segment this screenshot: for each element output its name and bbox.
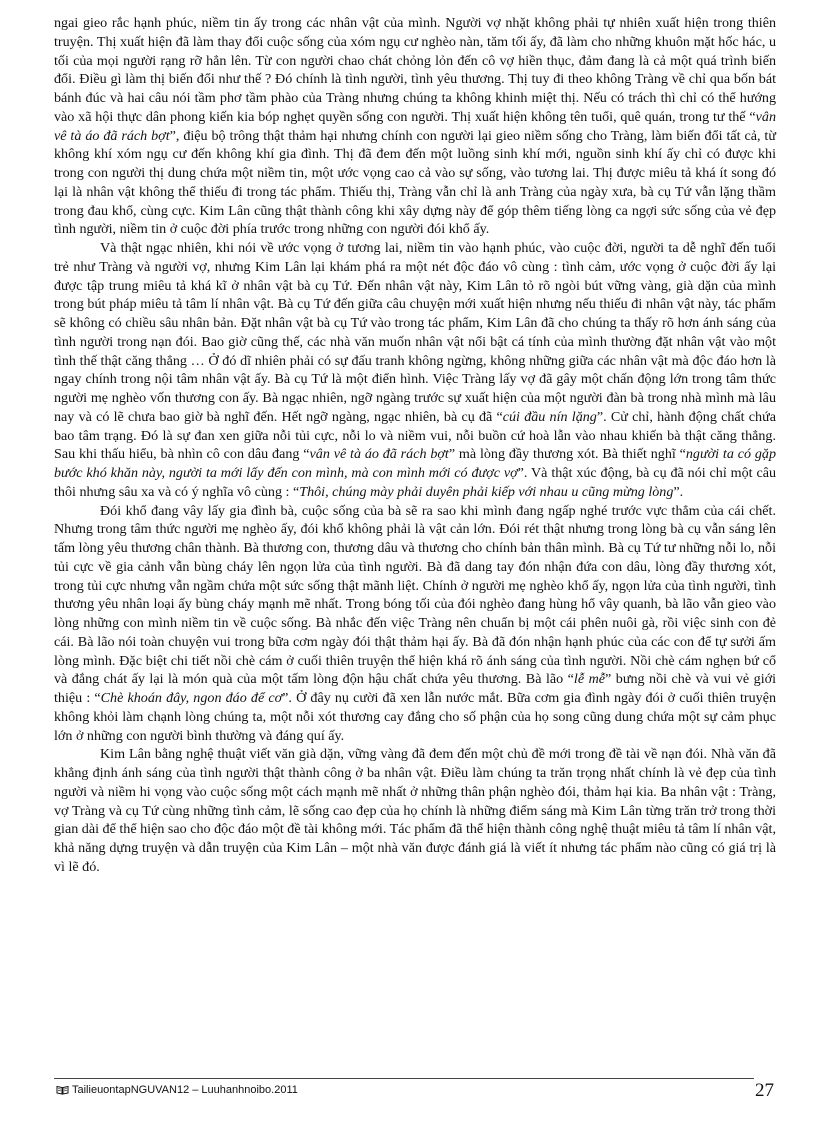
text-segment: ” bưng nồi chè và vui vẻ giới thiệu : “: [54, 671, 777, 706]
document-body: [54, 14, 776, 877]
footer-text: TailieuontapNGUVAN12 – Luuhanhnoibo.2011: [72, 1084, 298, 1096]
quote-segment: Chè khoán đây, ngon đáo để cơ: [100, 690, 283, 706]
paragraph-4: [54, 745, 776, 876]
quote-segment: người ta có gặp bước khó khăn này, người ta mới lấy đến con mình, mà con mình mới có được vợ: [54, 446, 776, 481]
text-segment: Kim Lân bằng nghệ thuật viết văn già dặn, vững vàng đã đem đến một chủ đề mới trong đề tài về nạn đói. Nhà văn đã khẳng định ánh sáng của tình người thật thành công ở ba nhân vật. Điều làm chúng ta trăn trọng nhất chính là vẻ đẹp của tình người và niềm hi vọng vào cuộc sống một cách mạnh mẽ nhất ở những thân phận nghèo đói, thảm hại kia. Ba nhân vật : Tràng, vợ Tràng và cụ Tứ cùng những tình cảm, lẽ sống cao đẹp của họ chính là những điểm sáng mà Kim Lân từng trăn trở trong thời gian dài để thể hiện sao cho độc đáo một đề tài không mới. Tác phẩm đã thể hiện thành công nghệ thuật miêu tả tâm lí nhân vật, khả năng dựng truyện và dẫn truyện của Kim Lân – một nhà văn được đánh giá là viết ít nhưng tác phẩm nào cũng có giá trị là vì lẽ đó.: [54, 746, 776, 875]
quote-segment: vân vê tà áo đã rách bợt: [309, 446, 449, 463]
quote-segment: lễ mễ: [573, 671, 606, 688]
text-segment: ”. Ở đây nụ cười đã xen lẫn nước mắt. Bữa cơm gia đình ngày đói ở cuối thiên truyện không khỏi làm chạnh lòng chúng ta, một nỗi xót thương cay đắng cho số phận của họ song cũng dung chứa một sự cảm phục lớn ở những con người bình thường và đáng quí ấy.: [54, 690, 776, 744]
footer-source: [56, 1084, 298, 1096]
text-segment: ”. Cử chỉ, hành động chất chứa bao tâm trạng. Đó là sự đan xen giữa nỗi tủi cực, nỗi lo và niềm vui, nỗi buồn cứ hoà lẫn vào nhau khiến bà thật căng thẳng. Sau khi thấu hiểu, bà nhìn cô con dâu đang “: [54, 408, 776, 463]
text-segment: ”.: [673, 483, 684, 500]
quote-segment: cúi đầu nín lặng: [502, 408, 597, 425]
footer-divider: [54, 1078, 754, 1079]
paragraph-1: [54, 14, 776, 239]
text-segment: ngai gieo rắc hạnh phúc, niềm tin ấy trong các nhân vật của mình. Người vợ nhặt không phải tự nhiên xuất hiện trong thiên truyện. Thị xuất hiện đã làm thay đổi cuộc sống của xóm ngụ cư nghèo nàn, tăm tối ấy, đã làm cho những khuôn mặt hốc hác, u tối của mọi người rạng rỡ hẳn lên. Từ con người chao chát chỏng lỏn đến cô vợ hiền thục, đảm đang là cả một quá trình biến đổi. Điều gì làm thị biến đổi như thế ? Đó chính là tình người, tình yêu thương. Thị tuy đi theo không Tràng về chỉ qua bốn bát bánh đúc và hai câu nói tầm phơ tầm phào của Tràng nhưng chúng ta không khinh miệt thị. Nếu có trách thì chỉ có thể hướng vào xã hội thực dân phong kiến kia bóp nghẹt quyền sống con người. Thị xuất hiện không tên tuổi, quê quán, trong tư thế “: [54, 15, 776, 125]
text-segment: Và thật ngạc nhiên, khi nói về ước vọng ở tương lai, niềm tin vào hạnh phúc, vào cuộc đời, người ta dễ nghĩ đến tuổi trẻ như Tràng và người vợ, nhưng Kim Lân lại khám phá ra một nét độc đáo vô cùng : tình cảm, ước vọng ở cuộc đời ấy lại được tập trung miêu tả khá kĩ ở nhân vật bà cụ Tứ. Đến nhân vật này, Kim Lân tỏ rõ ngòi bút vững vàng, già dặn của mình trong bút pháp miêu tả tâm lí nhân vật. Bà cụ Tứ đến giữa câu chuyện mới xuất hiện nhưng nếu thiếu đi nhân vật này, tác phẩm sẽ không có chiều sâu nhân bản. Đặt nhân vật bà cụ Tứ vào trong tác phẩm, Kim Lân đã cho chúng ta thấy rõ hơn ánh sáng của tình người trong nạn đói. Bao giờ cũng thế, các nhà văn muốn nhân vật nổi bật cá tính của mình thường đặt nhân vật vào một tình thế thật căng thẳng … Ở đó dĩ nhiên phải có sự đấu tranh không ngừng, không những giữa các nhân vật mà độc đáo hơn là ngay chính trong nội tâm nhân vật ấy. Bà cụ Tứ là một điển hình. Việc Tràng lấy vợ đã gây một chấn động lớn trong tâm thức người mẹ nghèo vốn thương con ấy. Bà ngạc nhiên, ngỡ ngàng trước sự xuất hiện của một người đàn bà trong nhà mình mà lâu nay và có lẽ chưa bao giờ bà nghĩ đến. Hết ngỡ ngàng, ngạc nhiên, bà cụ đã “: [54, 240, 776, 425]
text-segment: ” mà lòng đầy thương xót. Bà thiết nghĩ “: [448, 446, 686, 463]
paragraph-2: [54, 239, 776, 502]
quote-segment: vân vê tà áo đã rách bợt: [54, 108, 776, 144]
paragraph-3: [54, 502, 776, 746]
book-icon: [56, 1085, 69, 1095]
text-segment: Đói khổ đang vây lấy gia đình bà, cuộc sống của bà sẽ ra sao khi mình đang ngấp nghé trước vực thẳm của cái chết. Nhưng trong tâm thức người mẹ nghèo ấy, đói khổ không phải là vật cản lớn. Đói rét thật nhưng trong lòng bà cụ vẫn sáng lên tấm lòng yêu thương chân thành. Bà thương con, thương dâu và thương cho chính bản thân mình. Bà cụ Tứ tư những nỗi lo, nỗi tủi cực về gia cảnh vẫn bùng cháy lên ngọn lửa của tình người. Bà đã dang tay đón nhận đứa con dâu, lòng đầy thương xót, trong tủi cực nhưng vẫn ngầm chứa một sức sống thật mãnh liệt. Chính ở người mẹ nghèo khổ ấy, ngọn lửa của tình người, tình thương yêu nhân loại ấy bùng cháy mạnh mẽ nhất. Trong bóng tối của đói nghèo đang hùng hổ vây quanh, bà lão vẫn gieo vào lòng những con mình niềm tin về cuộc sống. Bà nhắc đến việc Tràng nên chuẩn bị một cái phên nuôi gà, rồi việc sinh con đẻ cái. Bà lão nói toàn chuyện vui trong bữa cơm ngày đói thật thảm hại ấy. Bà đã đón nhận hạnh phúc của các con để tự sưởi ấm lòng mình. Đặc biệt chi tiết nồi chè cám ở cuối thiên truyện thể hiện khá rõ ánh sáng của tình người. Nồi chè cám nghẹn bứ cổ và đắng chát ấy lại là món quà của một tấm lòng độn hậu chất chứa yêu thương. Bà lão “: [54, 502, 776, 688]
page-number: 27: [755, 1080, 774, 1101]
text-segment: ”, điệu bộ trông thật thảm hại nhưng chính con người lại gieo niềm sống cho Tràng, làm biến đổi tất cả, từ không khí xóm ngụ cư đến không khí gia đình. Thị đã đem đến một luồng sinh khí mới, nguồn sinh khí ấy chỉ có được khi trong con người thị dung chứa một niềm tin, một ước vọng cao cả vào sự sống, vào tương lai. Thị được miêu tả khá ít song đó lại là nhân vật không thể thiếu đi trong tác phẩm. Thiếu thị, Tràng vẫn chỉ là anh Tràng của ngày xưa, bà cụ Tứ vẫn lặng thầm trong đau khổ, cùng cực. Kim Lân cũng thật thành công khi xây dựng này để góp thêm tiếng lòng ca ngợi sức sống của vẻ đẹp tình người, niềm tin ở cuộc đời phía trước trong những con người đói khổ ấy.: [54, 127, 776, 238]
quote-segment: Thôi, chúng mày phải duyên phải kiếp với nhau u cũng mừng lòng: [299, 483, 674, 500]
text-segment: ”. Và thật xúc động, bà cụ đã nói chỉ một câu thôi nhưng sâu xa và có ý nghĩa vô cùng : “: [54, 465, 776, 500]
